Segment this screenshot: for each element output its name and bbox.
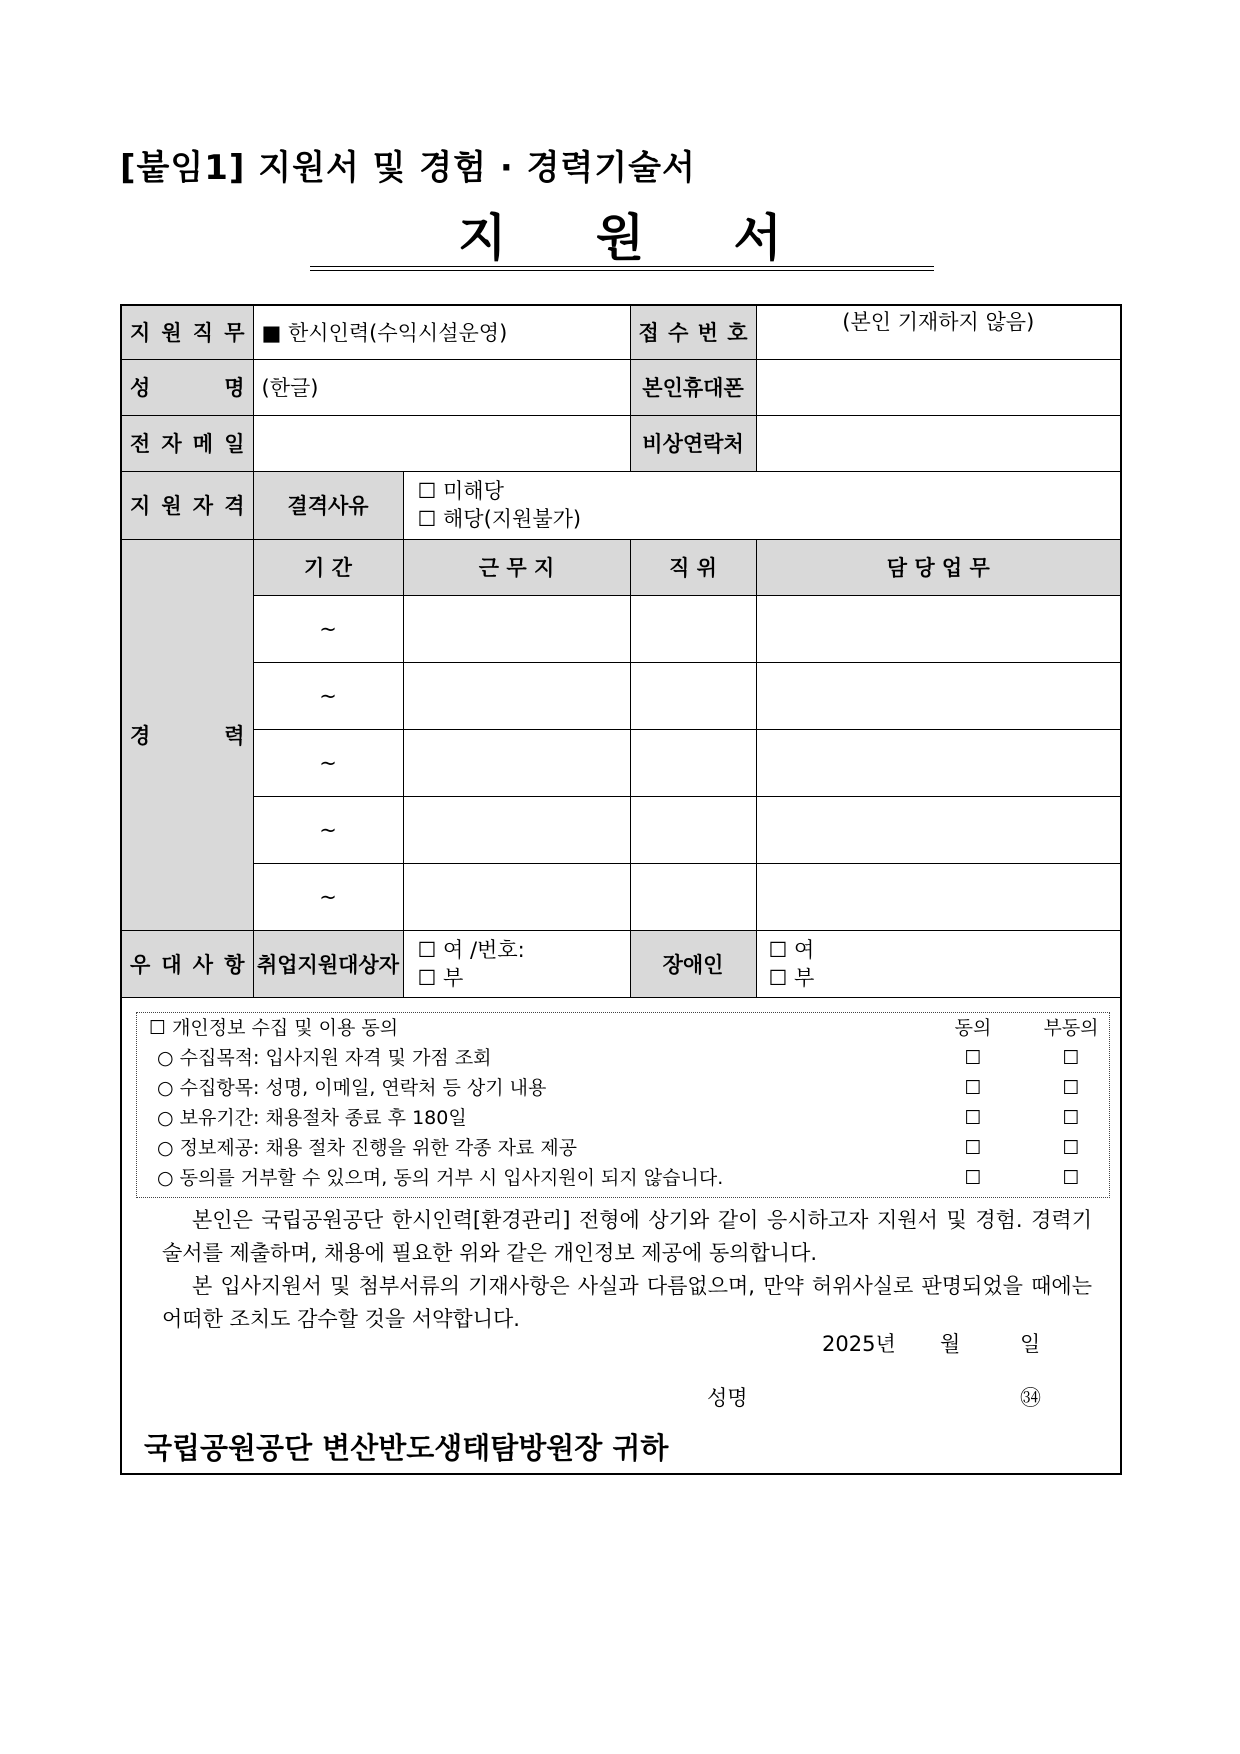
consent-agree-checkbox[interactable]: ☐	[964, 1046, 982, 1069]
disqualification-reason-label: 결격사유	[253, 471, 403, 539]
consent-title[interactable]: ☐ 개인정보 수집 및 이용 동의	[149, 1016, 399, 1039]
career-title-cell[interactable]	[630, 863, 756, 930]
career-period-cell[interactable]: ~	[253, 729, 403, 796]
checkbox-disabled-yes[interactable]: ☐ 여	[768, 937, 815, 962]
career-duties-cell[interactable]	[756, 796, 1121, 863]
consent-item	[137, 1103, 1109, 1133]
career-header-workplace: 근 무 지	[403, 539, 630, 595]
consent-disagree-checkbox[interactable]: ☐	[1062, 1136, 1080, 1159]
career-duties-cell[interactable]	[756, 863, 1121, 930]
row-consent-declaration	[121, 997, 1121, 1474]
signature-name-label: 성명	[707, 1385, 748, 1410]
career-row	[121, 662, 1121, 729]
consent-agree-checkbox[interactable]: ☐	[964, 1076, 982, 1099]
career-title-cell[interactable]	[630, 595, 756, 662]
mobile-phone-label: 본인휴대폰	[630, 359, 756, 415]
career-workplace-cell[interactable]	[403, 863, 630, 930]
consent-agree-checkbox[interactable]: ☐	[964, 1166, 982, 1189]
consent-item	[137, 1133, 1109, 1163]
consent-declaration-cell	[121, 997, 1121, 1474]
receipt-number-field	[756, 305, 1121, 359]
consent-item-text: ○ 수집항목: 성명, 이메일, 연락처 등 상기 내용	[157, 1076, 547, 1099]
checkbox-disabled-no[interactable]: ☐ 부	[768, 965, 815, 990]
checkbox-employment-yes[interactable]: ☐ 여 /번호:	[417, 937, 525, 962]
consent-disagree-checkbox[interactable]: ☐	[1062, 1166, 1080, 1189]
checkbox-applicable[interactable]: ☐ 해당(지원불가)	[417, 507, 582, 531]
email-label: 전 자 메 일	[121, 415, 253, 471]
mobile-phone-field[interactable]	[756, 359, 1121, 415]
career-period-cell[interactable]: ~	[253, 595, 403, 662]
consent-disagree-checkbox[interactable]: ☐	[1062, 1106, 1080, 1129]
career-header-period: 기 간	[253, 539, 403, 595]
document-title: 지 원 서	[458, 209, 818, 267]
date-year: 2025년	[822, 1331, 896, 1356]
career-label: 경 력	[121, 539, 253, 930]
career-header-row	[121, 539, 1121, 595]
employment-support-label: 취업지원대상자	[253, 930, 403, 997]
career-workplace-cell[interactable]	[403, 662, 630, 729]
consent-disagree-header: 부동의	[1043, 1016, 1099, 1039]
emergency-contact-label: 비상연락처	[630, 415, 756, 471]
receipt-number-note: (본인 기재하지 않음)	[842, 310, 1035, 334]
declaration-paragraph-2: 본 입사지원서 및 첨부서류의 기재사항은 사실과 다름없으며, 만약 허위사실로 판명되었을 때에는 어떠한 조치도 감수할 것을 서약합니다.	[162, 1273, 1092, 1331]
name-label: 성 명	[121, 359, 253, 415]
checkbox-not-applicable[interactable]: ☐ 미해당	[417, 479, 504, 503]
career-workplace-cell[interactable]	[403, 796, 630, 863]
career-title-cell[interactable]	[630, 729, 756, 796]
date-month: 월	[940, 1331, 961, 1356]
consent-item-text: ○ 동의를 거부할 수 있으며, 동의 거부 시 입사지원이 되지 않습니다.	[157, 1166, 724, 1189]
qualification-label: 지 원 자 격	[121, 471, 253, 539]
title-double-rule	[310, 266, 934, 271]
date-day: 일	[1020, 1331, 1041, 1356]
career-title-cell[interactable]	[630, 796, 756, 863]
application-form-table	[120, 304, 1122, 1475]
row-name	[121, 359, 1121, 415]
addressee: 국립공원공단 변산반도생태탐방원장 귀하	[144, 1430, 669, 1465]
career-duties-cell[interactable]	[756, 662, 1121, 729]
declaration-paragraph-1: 본인은 국립공원공단 한시인력[환경관리] 전형에 상기와 같이 응시하고자 지원서 및 경험. 경력기술서를 제출하며, 채용에 필요한 위와 같은 개인정보 제공에 동의합니다.	[162, 1207, 1092, 1265]
row-position	[121, 305, 1121, 359]
receipt-number-label: 접 수 번 호	[630, 305, 756, 359]
consent-item	[137, 1073, 1109, 1103]
career-duties-cell[interactable]	[756, 729, 1121, 796]
row-email	[121, 415, 1121, 471]
row-qualification	[121, 471, 1121, 539]
position-label: 지 원 직 무	[121, 305, 253, 359]
career-period-cell[interactable]: ~	[253, 796, 403, 863]
career-header-title: 직 위	[630, 539, 756, 595]
career-row	[121, 863, 1121, 930]
career-row	[121, 729, 1121, 796]
consent-disagree-checkbox[interactable]: ☐	[1062, 1046, 1080, 1069]
consent-header-row	[137, 1013, 1109, 1043]
consent-agree-checkbox[interactable]: ☐	[964, 1136, 982, 1159]
career-row	[121, 796, 1121, 863]
career-workplace-cell[interactable]	[403, 729, 630, 796]
consent-agree-checkbox[interactable]: ☐	[964, 1106, 982, 1129]
name-field[interactable]: (한글)	[253, 359, 630, 415]
consent-item	[137, 1163, 1109, 1193]
privacy-consent-box	[136, 1012, 1110, 1198]
consent-item	[137, 1043, 1109, 1073]
consent-item-text: ○ 수집목적: 입사지원 자격 및 가점 조회	[157, 1046, 492, 1069]
attachment-title: [붙임1] 지원서 및 경험 · 경력기술서	[120, 148, 696, 188]
seal-icon: ㉞	[1020, 1385, 1041, 1410]
row-preference	[121, 930, 1121, 997]
disabled-label: 장애인	[630, 930, 756, 997]
disabled-options	[756, 930, 1121, 997]
career-period-cell[interactable]: ~	[253, 662, 403, 729]
career-workplace-cell[interactable]	[403, 595, 630, 662]
position-field[interactable]: ■ 한시인력(수익시설운영)	[253, 305, 630, 359]
career-period-cell[interactable]: ~	[253, 863, 403, 930]
disqualification-options	[403, 471, 1121, 539]
career-duties-cell[interactable]	[756, 595, 1121, 662]
preference-label: 우 대 사 항	[121, 930, 253, 997]
checkbox-employment-no[interactable]: ☐ 부	[417, 965, 464, 990]
email-field[interactable]	[253, 415, 630, 471]
consent-agree-header: 동의	[954, 1016, 992, 1039]
career-row	[121, 595, 1121, 662]
career-title-cell[interactable]	[630, 662, 756, 729]
consent-disagree-checkbox[interactable]: ☐	[1062, 1076, 1080, 1099]
consent-item-text: ○ 보유기간: 채용절차 종료 후 180일	[157, 1106, 467, 1129]
employment-support-options	[403, 930, 630, 997]
emergency-contact-field[interactable]	[756, 415, 1121, 471]
career-header-duties: 담 당 업 무	[756, 539, 1121, 595]
consent-item-text: ○ 정보제공: 채용 절차 진행을 위한 각종 자료 제공	[157, 1136, 578, 1159]
